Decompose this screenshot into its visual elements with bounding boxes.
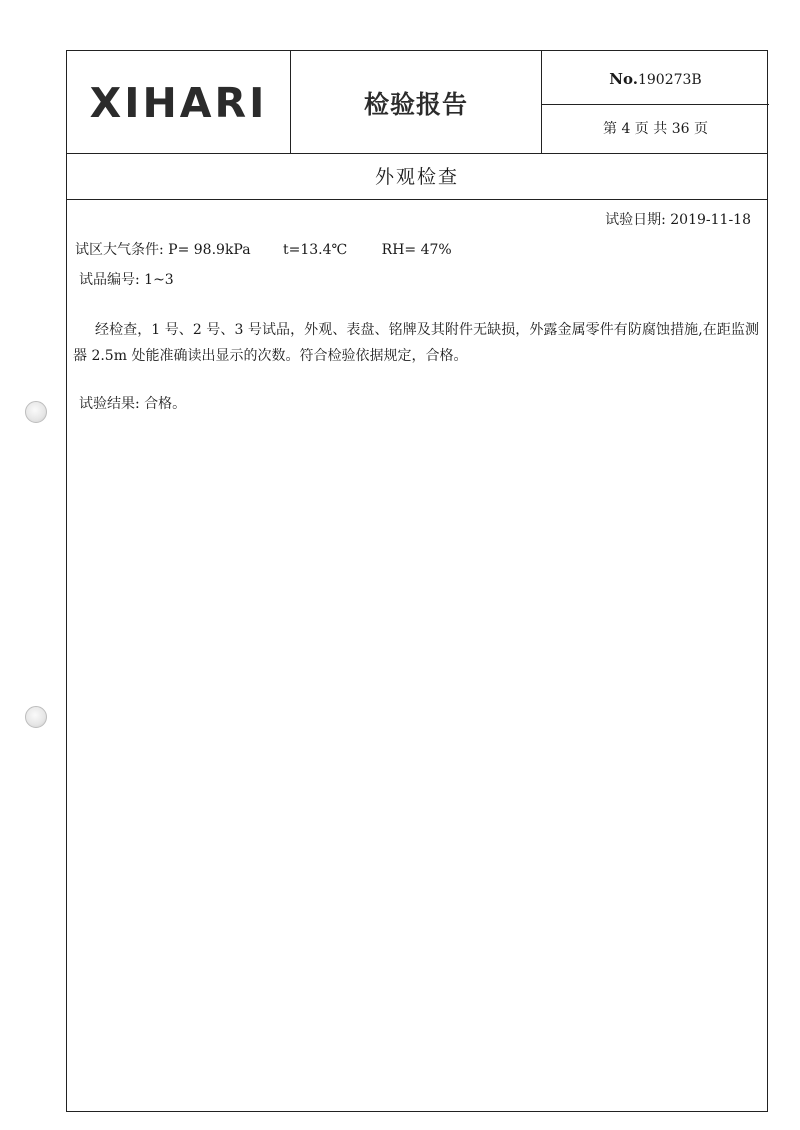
atmospheric-conditions xyxy=(75,239,452,259)
page-info: 第 4 页 共 36 页 xyxy=(603,121,708,137)
report-number-label: No. xyxy=(609,70,638,88)
test-result: 试验结果: 合格。 xyxy=(79,396,187,412)
inspection-paragraph: 经检查，1 号、2 号、3 号试品，外观、表盘、铭牌及其附件无缺损，外露金属零件有防腐蚀措施,在距监测器 2.5m 处能准确读出显示的次数。符合检验依据规定，合格。 xyxy=(73,322,759,364)
test-date: 试验日期: 2019-11-18 xyxy=(605,212,751,228)
report-number xyxy=(542,51,769,105)
company-logo: XIHARI xyxy=(89,79,268,127)
logo-cell xyxy=(67,51,291,153)
binder-hole-bottom xyxy=(25,706,47,728)
pressure-condition: 试区大气条件: P= 98.9kPa xyxy=(75,242,251,258)
report-frame xyxy=(66,50,768,1112)
temperature-condition: t=13.4℃ xyxy=(283,242,348,258)
sample-number: 试品编号: 1~3 xyxy=(79,272,174,288)
title-cell xyxy=(291,51,542,153)
report-title: 检验报告 xyxy=(363,90,468,119)
humidity-condition: RH= 47% xyxy=(381,242,452,258)
report-number-value: 190273B xyxy=(637,72,702,88)
section-title: 外观检查 xyxy=(67,154,767,200)
report-header xyxy=(67,51,767,154)
binder-hole-top xyxy=(25,401,47,423)
info-cell xyxy=(542,51,769,153)
